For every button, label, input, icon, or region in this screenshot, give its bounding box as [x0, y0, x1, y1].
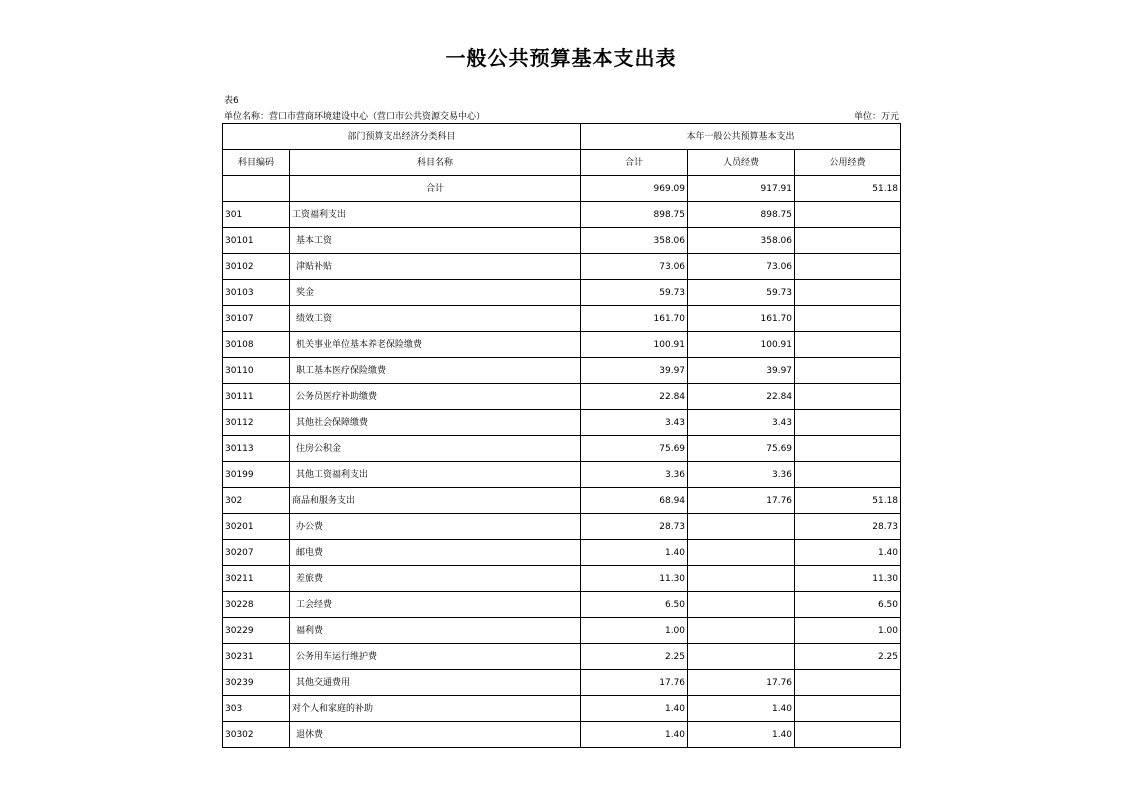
row-name: 奖金 [290, 280, 581, 306]
table-row [223, 384, 901, 410]
row-name: 基本工资 [290, 228, 581, 254]
row-code: 30201 [223, 514, 290, 540]
row-personnel: 1.40 [688, 722, 795, 748]
table-row [223, 696, 901, 722]
row-total: 898.75 [581, 202, 688, 228]
row-personnel [688, 540, 795, 566]
row-public [795, 358, 901, 384]
table-row [223, 280, 901, 306]
row-code: 30231 [223, 644, 290, 670]
row-code: 30239 [223, 670, 290, 696]
row-public [795, 306, 901, 332]
row-public: 51.18 [795, 488, 901, 514]
row-total: 75.69 [581, 436, 688, 462]
row-personnel: 898.75 [688, 202, 795, 228]
row-code: 30107 [223, 306, 290, 332]
table-row [223, 592, 901, 618]
row-personnel: 3.43 [688, 410, 795, 436]
row-public [795, 436, 901, 462]
row-personnel: 39.97 [688, 358, 795, 384]
row-name: 对个人和家庭的补助 [290, 696, 581, 722]
row-personnel: 75.69 [688, 436, 795, 462]
table-row [223, 254, 901, 280]
row-public: 28.73 [795, 514, 901, 540]
header-personnel: 人员经费 [688, 150, 795, 176]
row-public [795, 722, 901, 748]
row-personnel: 161.70 [688, 306, 795, 332]
row-total: 6.50 [581, 592, 688, 618]
header-code: 科目编码 [223, 150, 290, 176]
row-public: 1.40 [795, 540, 901, 566]
row-total: 358.06 [581, 228, 688, 254]
row-personnel [688, 644, 795, 670]
table-row [223, 176, 901, 202]
table-row [223, 670, 901, 696]
header-group-left: 部门预算支出经济分类科目 [223, 124, 581, 150]
row-total: 100.91 [581, 332, 688, 358]
row-public: 51.18 [795, 176, 901, 202]
row-total: 1.40 [581, 722, 688, 748]
table-row [223, 436, 901, 462]
row-name: 合计 [290, 176, 581, 202]
row-total: 3.36 [581, 462, 688, 488]
row-public: 1.00 [795, 618, 901, 644]
row-public [795, 462, 901, 488]
row-public [795, 228, 901, 254]
row-personnel: 73.06 [688, 254, 795, 280]
table-row [223, 358, 901, 384]
row-personnel [688, 514, 795, 540]
table-row [223, 644, 901, 670]
row-total: 73.06 [581, 254, 688, 280]
row-total: 22.84 [581, 384, 688, 410]
row-code: 30101 [223, 228, 290, 254]
row-total: 1.40 [581, 540, 688, 566]
row-code: 30108 [223, 332, 290, 358]
row-total: 161.70 [581, 306, 688, 332]
row-total: 969.09 [581, 176, 688, 202]
row-personnel: 917.91 [688, 176, 795, 202]
row-personnel: 17.76 [688, 488, 795, 514]
header-name: 科目名称 [290, 150, 581, 176]
table-row [223, 410, 901, 436]
row-public [795, 670, 901, 696]
row-total: 39.97 [581, 358, 688, 384]
row-code: 30229 [223, 618, 290, 644]
budget-table [222, 123, 901, 748]
row-code: 30228 [223, 592, 290, 618]
row-public: 11.30 [795, 566, 901, 592]
row-public [795, 202, 901, 228]
row-public [795, 696, 901, 722]
row-name: 差旅费 [290, 566, 581, 592]
row-code [223, 176, 290, 202]
row-name: 津贴补贴 [290, 254, 581, 280]
row-name: 公务用车运行维护费 [290, 644, 581, 670]
row-total: 68.94 [581, 488, 688, 514]
row-total: 2.25 [581, 644, 688, 670]
row-code: 30207 [223, 540, 290, 566]
table-row [223, 306, 901, 332]
row-name: 工资福利支出 [290, 202, 581, 228]
table-row [223, 228, 901, 254]
row-personnel: 22.84 [688, 384, 795, 410]
row-code: 301 [223, 202, 290, 228]
row-total: 1.00 [581, 618, 688, 644]
row-personnel: 358.06 [688, 228, 795, 254]
row-name: 福利费 [290, 618, 581, 644]
row-name: 公务员医疗补助缴费 [290, 384, 581, 410]
row-public [795, 384, 901, 410]
table-row [223, 722, 901, 748]
row-code: 30113 [223, 436, 290, 462]
row-code: 30111 [223, 384, 290, 410]
row-code: 30211 [223, 566, 290, 592]
table-row [223, 618, 901, 644]
row-name: 其他交通费用 [290, 670, 581, 696]
row-public [795, 254, 901, 280]
row-personnel: 1.40 [688, 696, 795, 722]
row-code: 303 [223, 696, 290, 722]
row-code: 30302 [223, 722, 290, 748]
row-public [795, 280, 901, 306]
row-personnel: 17.76 [688, 670, 795, 696]
table-row [223, 514, 901, 540]
row-personnel [688, 618, 795, 644]
header-public: 公用经费 [795, 150, 901, 176]
row-personnel: 59.73 [688, 280, 795, 306]
header-row-columns [223, 150, 901, 176]
row-public [795, 410, 901, 436]
row-code: 30103 [223, 280, 290, 306]
header-row-group [223, 124, 901, 150]
row-name: 其他社会保障缴费 [290, 410, 581, 436]
row-name: 住房公积金 [290, 436, 581, 462]
row-total: 17.76 [581, 670, 688, 696]
row-name: 办公费 [290, 514, 581, 540]
unit-name: 单位名称：营口市营商环境建设中心（营口市公共资源交易中心） [224, 112, 486, 122]
row-name: 职工基本医疗保险缴费 [290, 358, 581, 384]
row-personnel [688, 592, 795, 618]
header-group-right: 本年一般公共预算基本支出 [581, 124, 901, 150]
table-row [223, 488, 901, 514]
header-total: 合计 [581, 150, 688, 176]
row-public [795, 332, 901, 358]
row-name: 机关事业单位基本养老保险缴费 [290, 332, 581, 358]
row-personnel: 100.91 [688, 332, 795, 358]
row-code: 30102 [223, 254, 290, 280]
table-number: 表6 [224, 96, 239, 106]
table-row [223, 462, 901, 488]
row-code: 30110 [223, 358, 290, 384]
row-public: 6.50 [795, 592, 901, 618]
table-row [223, 202, 901, 228]
row-total: 11.30 [581, 566, 688, 592]
row-total: 28.73 [581, 514, 688, 540]
row-name: 其他工资福利支出 [290, 462, 581, 488]
unit-label: 单位：万元 [853, 112, 899, 122]
row-code: 30199 [223, 462, 290, 488]
table-row [223, 332, 901, 358]
row-code: 302 [223, 488, 290, 514]
row-total: 1.40 [581, 696, 688, 722]
row-public: 2.25 [795, 644, 901, 670]
table-row [223, 540, 901, 566]
row-personnel [688, 566, 795, 592]
row-name: 邮电费 [290, 540, 581, 566]
row-name: 商品和服务支出 [290, 488, 581, 514]
row-personnel: 3.36 [688, 462, 795, 488]
table-row [223, 566, 901, 592]
row-total: 59.73 [581, 280, 688, 306]
page-title: 一般公共预算基本支出表 [445, 46, 677, 70]
row-name: 绩效工资 [290, 306, 581, 332]
row-code: 30112 [223, 410, 290, 436]
row-name: 工会经费 [290, 592, 581, 618]
row-total: 3.43 [581, 410, 688, 436]
row-name: 退休费 [290, 722, 581, 748]
